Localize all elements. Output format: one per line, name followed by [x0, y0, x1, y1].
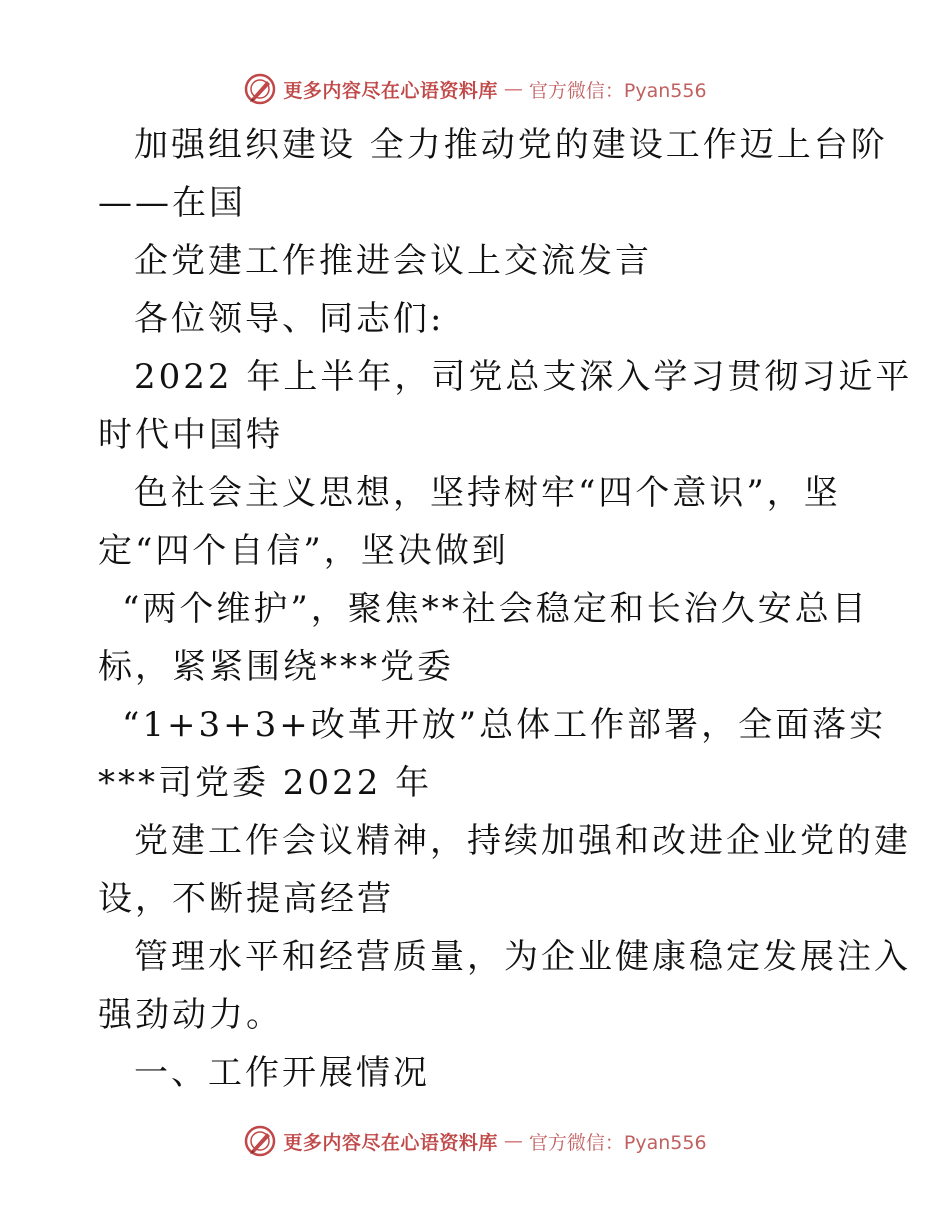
paragraph-line: 标，紧紧围绕***党委: [98, 647, 454, 687]
pen-circle-logo-icon: [243, 72, 277, 106]
paragraph-line: “两个维护”，聚焦**社会稳定和长治久安总目: [122, 589, 869, 629]
paragraph-line: 管理水平和经营质量，为企业健康稳定发展注入: [134, 937, 911, 977]
title-line: 加强组织建设 全力推动党的建设工作迈上台阶: [134, 125, 888, 165]
watermark-wechat: 官方微信：Pyan556: [528, 1131, 707, 1154]
paragraph-line: 党建工作会议精神，持续加强和改进企业党的建: [134, 821, 911, 861]
pen-circle-logo-icon: [243, 1124, 277, 1158]
paragraph-line: 2022 年上半年，司党总支深入学习贯彻习近平: [134, 357, 913, 397]
subtitle-line: 企党建工作推进会议上交流发言: [134, 241, 652, 281]
paragraph-line: ***司党委 2022 年: [98, 763, 433, 803]
watermark-site-name: 更多内容尽在心语资料库: [283, 1131, 498, 1154]
footer-watermark: [0, 1124, 950, 1158]
paragraph-line: 定“四个自信”，坚决做到: [98, 531, 509, 571]
document-body: [98, 116, 913, 1102]
salutation: 各位领导、同志们:: [134, 299, 445, 339]
paragraph-line: 强劲动力。: [98, 995, 283, 1035]
paragraph-line: 设，不断提高经营: [98, 879, 394, 919]
watermark-wechat: 官方微信：Pyan556: [528, 79, 707, 102]
title-line-continued: ——在国: [98, 183, 246, 223]
watermark-separator: —: [503, 1130, 523, 1152]
watermark-site-name: 更多内容尽在心语资料库: [283, 79, 498, 102]
header-watermark: [0, 72, 950, 106]
watermark-separator: —: [503, 78, 523, 100]
paragraph-line: “1+3+3+改革开放”总体工作部署，全面落实: [122, 705, 887, 745]
section-heading: 一、工作开展情况: [134, 1053, 430, 1093]
paragraph-line: 色社会主义思想，坚持树牢“四个意识”，坚: [134, 473, 841, 513]
paragraph-line: 时代中国特: [98, 415, 283, 455]
